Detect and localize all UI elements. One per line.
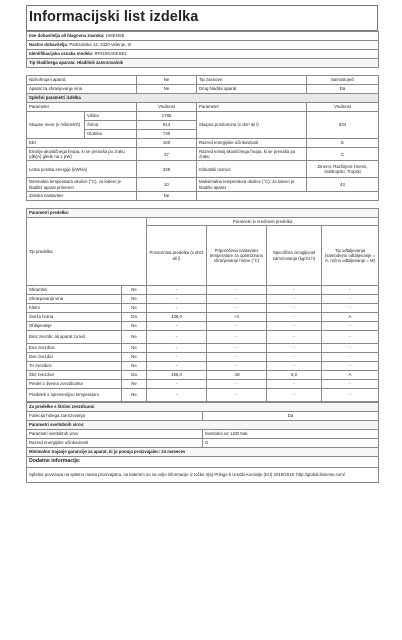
- light-class-label: Razred energijske učinkovitosti: [27, 439, 203, 448]
- compartment-present: Ne: [122, 322, 147, 331]
- dimension-name: Širina: [85, 121, 137, 130]
- compartment-freezing-capacity: -: [267, 313, 322, 322]
- winter-value: Ne: [137, 191, 197, 200]
- compartment-temperature: -: [207, 389, 267, 402]
- dimension-row: [27, 112, 379, 121]
- compartment-temperature: -: [207, 362, 267, 371]
- compartment-row: [27, 331, 379, 344]
- address-label: Naslov dobavitelja:: [29, 42, 69, 48]
- compartment-defrost-type: -: [322, 304, 379, 313]
- supplier-value: HISENSE: [105, 33, 125, 39]
- compartment-present: Ne: [122, 286, 147, 295]
- column-header: Priporočena nastavitev temperature za optimizirano shranjevanje hrane (°C): [207, 226, 267, 286]
- volume-label: Skupna prostornina (v dm³ ali l): [197, 112, 307, 139]
- compartment-volume: -: [147, 389, 207, 402]
- general-column-header: [27, 103, 379, 112]
- compartment-defrost-type: -: [322, 389, 379, 402]
- supplier-row: [27, 32, 379, 41]
- address-value: Partizanska 12, 3320 Velenje, SI: [69, 42, 132, 48]
- warranty-label: Minimalno trajanje garancije za aparat, ki jo ponuja proizvajalec:: [29, 449, 161, 455]
- compartments-heading: Parametri predelka:: [27, 208, 379, 217]
- winter-label: Zimska nastavitev: [27, 191, 137, 200]
- compartment-name: Tri zvezdice: [27, 362, 122, 371]
- compartment-defrost-type: A: [322, 313, 379, 322]
- column-header: Vrednost: [307, 103, 379, 112]
- dimension-value: 730: [137, 130, 197, 139]
- appliance-row: [27, 85, 379, 94]
- compartment-name: Predel z dvema zvezdicama: [27, 380, 122, 389]
- compartment-name: Shranjevanje vina: [27, 295, 122, 304]
- compartment-present: Ne: [122, 304, 147, 313]
- compartment-name: Kletni: [27, 304, 122, 313]
- extra-parameters-table: [26, 402, 379, 483]
- parameter-label: Letna poraba energije (kWh/a): [27, 161, 137, 178]
- parameter-value: 339: [137, 161, 197, 178]
- compartment-freezing-capacity: -: [267, 362, 322, 371]
- compartment-name: Brez zvezdic ali aparat za led: [27, 331, 122, 344]
- compartment-row: [27, 304, 379, 313]
- compartments-table: [26, 208, 379, 402]
- compartment-freezing-capacity: -: [267, 286, 322, 295]
- light-type-label: Parametri svetlobnih virov: [27, 430, 203, 439]
- compartment-present: Ne: [122, 295, 147, 304]
- compartment-volume: -: [147, 304, 207, 313]
- general-row: [27, 148, 379, 161]
- supplier-label: Ime dobavitelja ali blagovna znamka:: [29, 33, 105, 39]
- compartment-temperature: +4: [207, 313, 267, 322]
- compartment-row: [27, 380, 379, 389]
- light-type-value: Svetlobni vir: LED trak: [203, 430, 379, 439]
- page-title: Informacijski list izdelka: [26, 5, 378, 31]
- column-header: Tip odtaljevanja (samodejno odtaljevanje = A, ročno odtaljevanje = M): [322, 226, 379, 286]
- compartment-volume: 438,0: [147, 313, 207, 322]
- compartment-defrost-type: -: [322, 322, 379, 331]
- additional-text: Spletna povezava na spletno mesto proizvajalca, na katerem so na voljo informacije iz točke 4(a) Priloge k Uredbi Komisije (EU) 2019/2019: http://global.hisense.com/: [27, 468, 379, 483]
- compartment-temperature: -18: [207, 371, 267, 380]
- compartment-volume: -: [147, 344, 207, 353]
- compartment-row: [27, 353, 379, 362]
- compartment-freezing-capacity: -: [267, 344, 322, 353]
- compartment-present: Ne: [122, 344, 147, 353]
- compartment-group-header: Parametri in vrednosti predelka: [147, 217, 379, 225]
- compartment-type-header: Tip predelka: [27, 217, 147, 285]
- parameter-value: 37: [137, 148, 197, 161]
- compartment-defrost-type: -: [322, 295, 379, 304]
- compartment-present: Da: [122, 313, 147, 322]
- compartment-row: [27, 389, 379, 402]
- compartment-defrost-type: -: [322, 286, 379, 295]
- compartment-temperature: -: [207, 380, 267, 389]
- winter-row: [27, 191, 379, 200]
- column-header: Parameter: [197, 103, 307, 112]
- compartment-volume: -: [147, 295, 207, 304]
- appliance-label: Nizkohrupni aparat:: [27, 76, 137, 85]
- warranty-row: [27, 448, 379, 457]
- compartment-volume: -: [147, 362, 207, 371]
- compartment-freezing-capacity: -: [267, 389, 322, 402]
- compartment-freezing-capacity: -: [267, 295, 322, 304]
- compartment-defrost-type: -: [322, 362, 379, 371]
- dimensions-label: Skupne mere (v milimetrih): [27, 112, 85, 139]
- column-header: Vrednost: [137, 103, 197, 112]
- compartment-freezing-capacity: -: [267, 353, 322, 362]
- parameter-label: Emisije akustičnega hrupa, ki se prenaša po zraku (dB(A) glede na 1 pW): [27, 148, 137, 161]
- compartment-name: Ena zvezdica: [27, 344, 122, 353]
- parameter-label: Klimatski razred:: [197, 161, 307, 178]
- appliance-value: Ne: [137, 85, 197, 94]
- parameter-value: 10: [137, 178, 197, 191]
- compartment-temperature: -: [207, 295, 267, 304]
- light-class-value: G: [203, 439, 379, 448]
- compartment-temperature: -: [207, 304, 267, 313]
- general-heading: Splošni parametri izdelka: [27, 94, 379, 103]
- model-value: RF815N4SESE1: [94, 51, 127, 57]
- parameter-value: 100: [137, 139, 197, 148]
- compartment-row: [27, 286, 379, 295]
- general-row: [27, 139, 379, 148]
- warranty-value: 24 mesecev: [161, 449, 186, 455]
- compartment-name: Ohlajevanje: [27, 322, 122, 331]
- compartment-volume: 196,0: [147, 371, 207, 380]
- model-label: Identifikacijska oznaka modela:: [29, 51, 94, 57]
- column-header: Parameter: [27, 103, 137, 112]
- appliance-value: Ne: [137, 76, 197, 85]
- dimension-value: 1785: [137, 112, 197, 121]
- compartment-defrost-type: -: [322, 353, 379, 362]
- type-label: Tip hladilnega aparata:: [29, 60, 76, 66]
- type-value: Hladilnik zamrzovalnik: [76, 60, 124, 66]
- parameter-label: Minimalna temperatura okolice (°C), za katero je hladilni aparat primeren: [27, 178, 137, 191]
- column-header: Prostornina predelka (v dm3 ali l): [147, 226, 207, 286]
- dimension-name: Višina: [85, 112, 137, 121]
- quick-freeze-row: [27, 412, 379, 421]
- compartment-freezing-capacity: -: [267, 380, 322, 389]
- compartment-freezing-capacity: -: [267, 331, 322, 344]
- parameter-value: C: [307, 148, 379, 161]
- column-header: Specifična zmogljivost zamrzovanja (kg/24 h): [267, 226, 322, 286]
- compartment-row: [27, 313, 379, 322]
- compartment-temperature: -: [207, 322, 267, 331]
- compartment-temperature: -: [207, 331, 267, 344]
- compartment-present: Ne: [122, 331, 147, 344]
- light-class-row: [27, 439, 379, 448]
- volume-value: 634: [307, 112, 379, 139]
- quick-freeze-label: Funkcija hitrega zamrzovanja: [27, 412, 203, 421]
- compartment-volume: -: [147, 331, 207, 344]
- compartment-volume: -: [147, 286, 207, 295]
- compartment-row: [27, 322, 379, 331]
- type-row: [27, 59, 379, 68]
- four-star-heading: Za predelke s štirimi zvezdicami: [27, 403, 379, 412]
- compartment-defrost-type: -: [322, 380, 379, 389]
- parameter-label: Razred emisij akustičnega hrupa, ki se prenaša po zraku: [197, 148, 307, 161]
- quick-freeze-value: Da: [203, 412, 379, 421]
- compartment-present: Ne: [122, 353, 147, 362]
- compartment-temperature: -: [207, 344, 267, 353]
- compartment-present: Ne: [122, 362, 147, 371]
- general-row: [27, 178, 379, 191]
- compartment-present: Da: [122, 371, 147, 380]
- parameter-label: EEI: [27, 139, 137, 148]
- model-row: [27, 50, 379, 59]
- compartment-volume: -: [147, 322, 207, 331]
- supplier-table: [26, 31, 379, 68]
- appliance-row: [27, 76, 379, 85]
- compartment-volume: -: [147, 380, 207, 389]
- compartment-freezing-capacity: -: [267, 304, 322, 313]
- general-row: [27, 161, 379, 178]
- compartment-temperature: -: [207, 286, 267, 295]
- parameter-value: E: [307, 139, 379, 148]
- general-parameters-table: [26, 75, 379, 201]
- compartment-present: Ne: [122, 389, 147, 402]
- light-heading: Parametri svetlobnih virov:: [27, 421, 379, 430]
- compartment-volume: -: [147, 353, 207, 362]
- compartment-temperature: -: [207, 353, 267, 362]
- appliance-label: Drug hladilni aparat: [197, 85, 307, 94]
- parameter-label: Maksimalna temperatura okolice (°C), za katero je hladilni aparat: [197, 178, 307, 191]
- address-row: [27, 41, 379, 50]
- compartment-defrost-type: A: [322, 371, 379, 380]
- appliance-value: Samostoječi: [307, 76, 379, 85]
- dimension-name: Globina: [85, 130, 137, 139]
- light-type-row: [27, 430, 379, 439]
- dimension-value: 914: [137, 121, 197, 130]
- compartment-row: [27, 362, 379, 371]
- compartment-row: [27, 371, 379, 380]
- compartment-row: [27, 295, 379, 304]
- compartment-defrost-type: -: [322, 331, 379, 344]
- compartment-row: [27, 344, 379, 353]
- compartment-defrost-type: -: [322, 344, 379, 353]
- compartment-freezing-capacity: 9,0: [267, 371, 322, 380]
- compartment-name: Predelek s spremenljivo temperaturo: [27, 389, 122, 402]
- compartment-name: Dve zvezdici: [27, 353, 122, 362]
- parameter-label: Razred energijske učinkovitosti: [197, 139, 307, 148]
- appliance-label: Tip zasnove:: [197, 76, 307, 85]
- parameter-value: 43: [307, 178, 379, 191]
- compartment-name: Štiri zvezdice: [27, 371, 122, 380]
- appliance-label: Aparat za shranjevanje vina: [27, 85, 137, 94]
- compartment-name: Shrambni: [27, 286, 122, 295]
- additional-heading: Dodatne informacije:: [27, 457, 379, 468]
- parameter-value: Zmerni, Razširjeni-zmerni, Subtropski, Tropski: [307, 161, 379, 178]
- compartment-name: Sveža hrana: [27, 313, 122, 322]
- compartment-present: Ne: [122, 380, 147, 389]
- compartment-freezing-capacity: -: [267, 322, 322, 331]
- appliance-value: Da: [307, 85, 379, 94]
- product-information-sheet: [26, 5, 378, 483]
